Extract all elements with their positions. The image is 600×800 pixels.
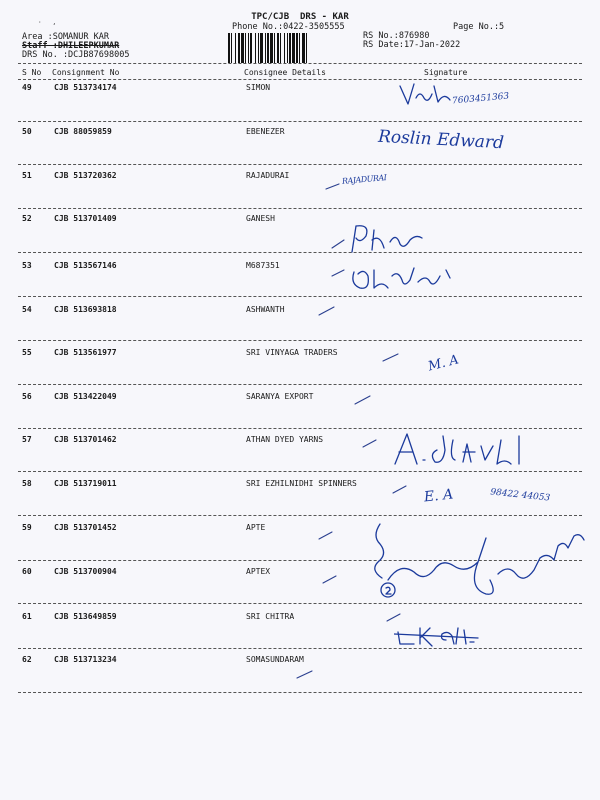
row-consignee: SOMASUNDARAM: [246, 655, 304, 664]
drs-number: DRS No. :DCJB87698005: [22, 50, 130, 60]
tick-54: [318, 306, 336, 316]
signature-55: M. A: [426, 352, 461, 375]
tick-51: [325, 183, 341, 191]
tick-59: [318, 530, 334, 540]
signature-59-60: [368, 518, 590, 608]
row-sno: 51: [22, 171, 32, 180]
row-divider: [18, 296, 582, 297]
signature-49-phone: 7603451363: [451, 91, 510, 107]
row-sno: 58: [22, 479, 32, 488]
row-sno: 61: [22, 612, 32, 621]
signature-58-phone: 98422 44053: [489, 487, 551, 504]
tick-57: [362, 438, 378, 448]
row-divider: [18, 208, 582, 209]
row-consignment: CJB 513649859: [54, 612, 117, 621]
tick-56: [354, 394, 372, 406]
row-consignee: APTEX: [246, 567, 271, 576]
signature-61: [394, 620, 504, 648]
row-consignment: CJB 513734174: [54, 83, 117, 92]
signature-58: E. A: [423, 486, 454, 506]
phone-number: Phone No.:0422-3505555: [232, 22, 345, 32]
row-divider: [18, 648, 582, 649]
signature-57: [393, 430, 543, 470]
tick-55: [382, 352, 400, 362]
columns-divider: [18, 79, 582, 80]
row-sno: 57: [22, 435, 32, 444]
row-divider: [18, 340, 582, 341]
header-divider: [18, 63, 582, 64]
row-consignee: GANESH: [246, 214, 275, 223]
tick-58: [392, 484, 408, 494]
row-consignee: ASHWANTH: [246, 305, 285, 314]
row-divider: [18, 252, 582, 253]
barcode-bar: [307, 33, 309, 63]
row-consignment: CJB 513701452: [54, 523, 117, 532]
row-consignee: M687351: [246, 261, 280, 270]
area-label: Area :SOMANUR KAR: [22, 32, 109, 42]
row-consignee: SARANYA EXPORT: [246, 392, 314, 401]
row-consignment: CJB 513422049: [54, 392, 117, 401]
row-divider: [18, 692, 582, 693]
row-sno: 60: [22, 567, 32, 576]
row-divider: [18, 428, 582, 429]
col-consignment: Consignment No: [52, 68, 120, 77]
rs-date: RS Date:17-Jan-2022: [363, 40, 461, 50]
row-consignment: CJB 513701462: [54, 435, 117, 444]
row-consignment: CJB 513713234: [54, 655, 117, 664]
col-consignee: Consignee Details: [244, 68, 326, 77]
col-sno: S No: [22, 68, 42, 77]
row-consignee: ATHAN DYED YARNS: [246, 435, 324, 444]
tick-62: [296, 669, 314, 679]
row-consignee: SIMON: [246, 83, 271, 92]
row-consignment: CJB 88059859: [54, 127, 112, 136]
row-consignee: SRI EZHILNIDHI SPINNERS: [246, 479, 357, 488]
row-sno: 59: [22, 523, 32, 532]
row-consignment: CJB 513720362: [54, 171, 117, 180]
row-sno: 55: [22, 348, 32, 357]
row-sno: 53: [22, 261, 32, 270]
row-divider: [18, 164, 582, 165]
row-sno: 56: [22, 392, 32, 401]
row-consignee: APTE: [246, 523, 266, 532]
row-consignee: RAJADURAI: [246, 171, 290, 180]
signature-50: Roslin Edward: [377, 126, 505, 154]
row-consignment: CJB 513701409: [54, 214, 117, 223]
row-consignment: CJB 513719011: [54, 479, 117, 488]
row-divider: [18, 384, 582, 385]
signature-51: RAJADURAI: [341, 173, 387, 186]
row-consignee: SRI CHITRA: [246, 612, 295, 621]
rs-number: RS No.:876980: [363, 31, 430, 41]
signature-49: [398, 80, 458, 110]
tick-60: [322, 574, 338, 584]
corner-marks: · ,: [38, 19, 57, 26]
row-consignment: CJB 513567146: [54, 261, 117, 270]
row-consignee: EBENEZER: [246, 127, 285, 136]
row-consignee: SRI VINYAGA TRADERS: [246, 348, 338, 357]
signature-52: [330, 222, 440, 254]
barcode: [228, 33, 353, 63]
page-number: Page No.:5: [453, 22, 505, 32]
row-sno: 62: [22, 655, 32, 664]
sheet-title: TPC/CJB DRS - KAR: [251, 12, 349, 22]
row-consignment: CJB 513561977: [54, 348, 117, 357]
row-consignment: CJB 513693818: [54, 305, 117, 314]
signature-53: [330, 262, 460, 294]
row-divider: [18, 515, 582, 516]
staff-label: Staff :DHILEEPKUMAR: [22, 41, 120, 51]
col-signature: Signature: [424, 68, 468, 77]
row-consignment: CJB 513700904: [54, 567, 117, 576]
row-sno: 54: [22, 305, 32, 314]
row-sno: 49: [22, 83, 32, 92]
row-divider: [18, 471, 582, 472]
row-sno: 50: [22, 127, 32, 136]
row-divider: [18, 121, 582, 122]
row-sno: 52: [22, 214, 32, 223]
